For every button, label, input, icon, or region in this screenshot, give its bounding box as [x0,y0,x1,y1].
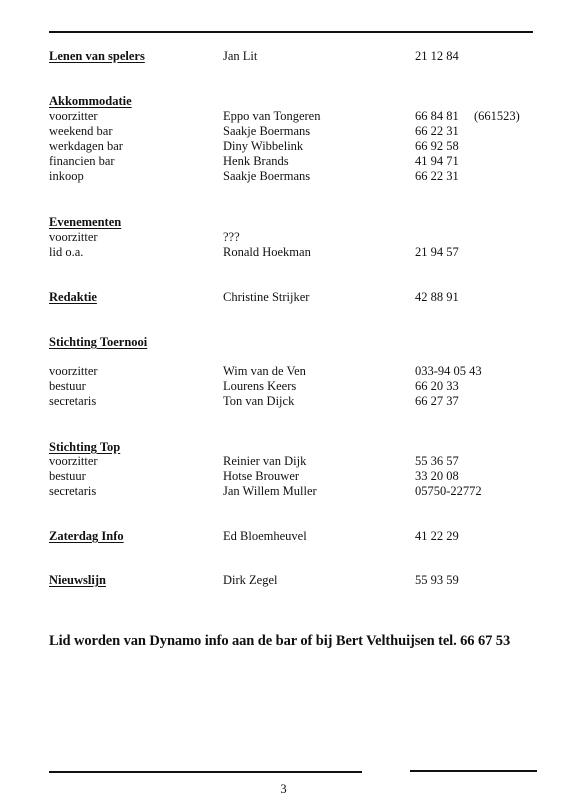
name-cell: Reinier van Dijk [223,454,307,468]
phone-cell: 66 27 37 [415,394,459,408]
table-row [0,124,567,139]
table-row [0,169,567,184]
role-cell: bestuur [49,469,86,483]
role-cell: inkoop [49,169,84,183]
name-cell: Jan Willem Muller [223,484,317,498]
heading-row-akkommodatie [0,94,567,109]
phone-cell: 66 84 81 [415,109,459,123]
role-cell: weekend bar [49,124,113,138]
heading-akkommodatie: Akkommodatie [49,94,132,108]
name-cell: Lourens Keers [223,379,297,393]
alt-phone-cell: (661523) [474,109,520,123]
section-lenen [0,49,567,64]
phone-cell: 66 92 58 [415,139,459,153]
role-cell: secretaris [49,394,97,408]
phone-cell: 66 22 31 [415,124,459,138]
name-cell: Saakje Boermans [223,169,311,183]
table-row [0,245,567,260]
heading-row-evenementen [0,215,567,230]
role-cell: voorzitter [49,454,98,468]
role-cell: voorzitter [49,364,98,378]
phone-cell: 21 12 84 [415,49,459,63]
name-cell: Ed Bloemheuvel [223,529,307,543]
section-redaktie [0,290,567,305]
name-cell: ??? [223,230,240,244]
table-row [0,139,567,154]
name-cell: Henk Brands [223,154,289,168]
role-cell: secretaris [49,484,97,498]
page-number: 3 [280,782,287,796]
role-cell: bestuur [49,379,86,393]
phone-cell: 41 22 29 [415,529,459,543]
phone-cell: 21 94 57 [415,245,459,259]
heading-evenementen: Evenementen [49,215,122,229]
phone-cell: 66 22 31 [415,169,459,183]
heading-nieuwslijn: Nieuwslijn [49,573,106,587]
phone-cell: 033-94 05 43 [415,364,482,378]
role-cell: financien bar [49,154,115,168]
bottom-rule-left [49,771,362,773]
role-cell: voorzitter [49,230,98,244]
phone-cell: 55 93 59 [415,573,459,587]
top-rule [49,31,533,33]
heading-stichting-top: Stichting Top [49,440,121,454]
bottom-rule-right [410,770,537,772]
name-cell: Ronald Hoekman [223,245,311,259]
role-cell: werkdagen bar [49,139,123,153]
name-cell: Christine Strijker [223,290,310,304]
name-cell: Diny Wibbelink [223,139,304,153]
section-nieuwslijn [0,573,567,588]
heading-row-toernooi [0,335,567,350]
name-cell: Saakje Boermans [223,124,311,138]
name-cell: Ton van Dijck [223,394,295,408]
phone-cell: 66 20 33 [415,379,459,393]
table-row [0,469,567,484]
role-cell: voorzitter [49,109,98,123]
phone-cell: 33 20 08 [415,469,459,483]
heading-stichting-toernooi: Stichting Toernooi [49,335,148,349]
name-cell: Jan Lit [223,49,258,63]
table-row [0,379,567,394]
table-row [0,364,567,379]
name-cell: Dirk Zegel [223,573,278,587]
section-zaterdag-info [0,529,567,544]
phone-cell: 42 88 91 [415,290,459,304]
name-cell: Eppo van Tongeren [223,109,321,123]
name-cell: Hotse Brouwer [223,469,300,483]
heading-row-top [0,440,567,455]
phone-cell: 41 94 71 [415,154,459,168]
heading-zaterdag-info: Zaterdag Info [49,529,124,543]
table-row [0,230,567,245]
table-row [0,454,567,469]
phone-cell: 55 36 57 [415,454,459,468]
role-cell: lid o.a. [49,245,84,259]
heading-redaktie: Redaktie [49,290,97,304]
table-row [0,109,567,124]
membership-note: Lid worden van Dynamo info aan de bar of bij Bert Velthuijsen tel. 66 67 53 [49,633,511,649]
heading-lenen: Lenen van spelers [49,49,145,63]
phone-cell: 05750-22772 [415,484,482,498]
table-row [0,484,567,499]
table-row [0,394,567,409]
table-row [0,154,567,169]
name-cell: Wim van de Ven [223,364,306,378]
